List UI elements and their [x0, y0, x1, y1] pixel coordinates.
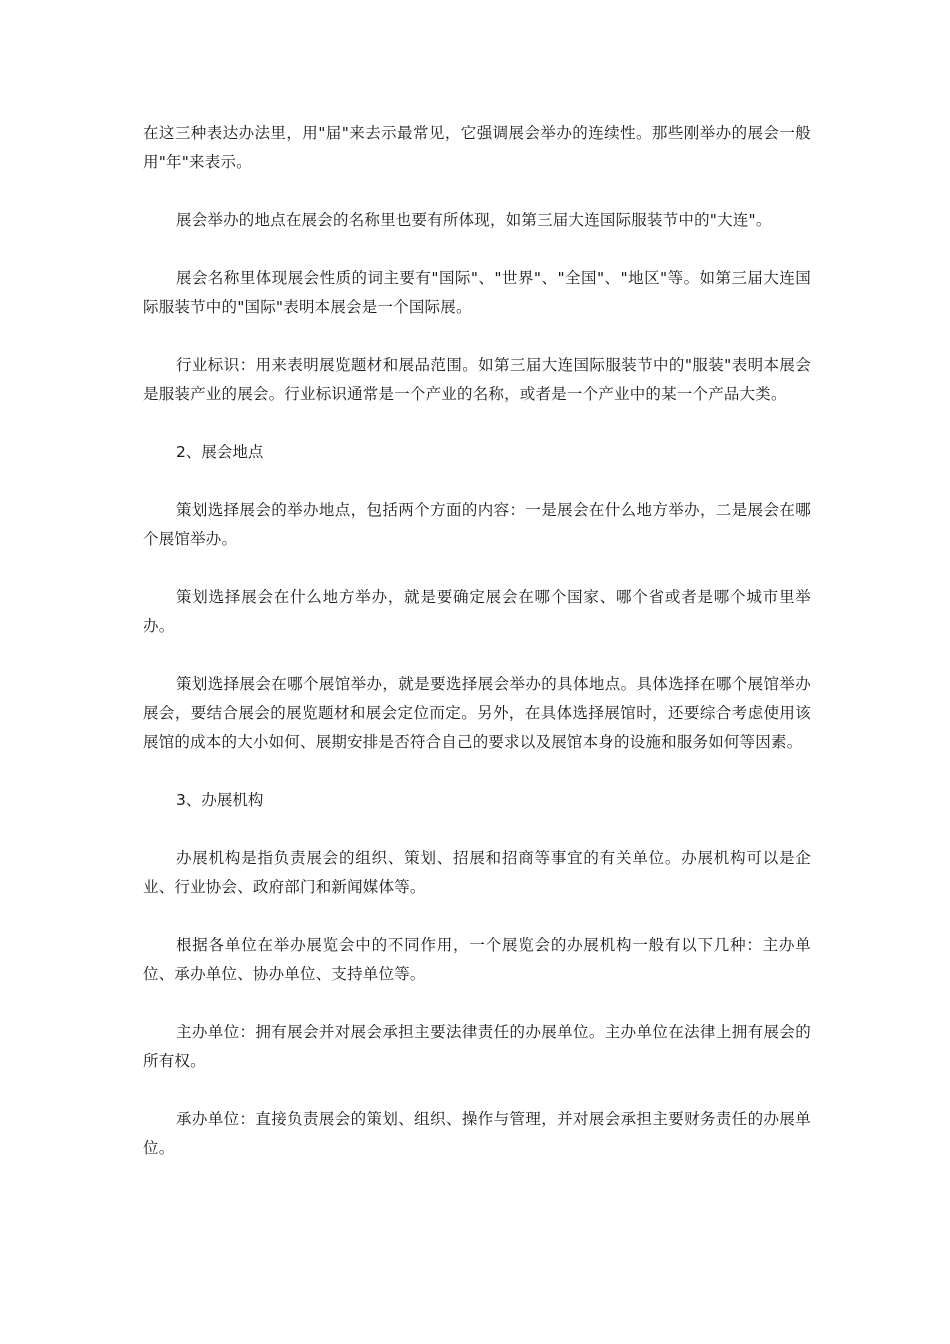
paragraph: 策划选择展会的举办地点，包括两个方面的内容：一是展会在什么地方举办，二是展会在哪个展馆举办。 [143, 501, 811, 548]
paragraph: 行业标识：用来表明展览题材和展品范围。如第三届大连国际服装节中的"服装"表明本展会是服装产业的展会。行业标识通常是一个产业的名称，或者是一个产业中的某一个产品大类。 [143, 356, 811, 403]
paragraph: 在这三种表达办法里，用"届"来去示最常见，它强调展会举办的连续性。那些刚举办的展会一般用"年"来表示。 [143, 124, 811, 171]
paragraph: 展会举办的地点在展会的名称里也要有所体现，如第三届大连国际服装节中的"大连"。 [176, 211, 772, 229]
paragraph: 主办单位：拥有展会并对展会承担主要法律责任的办展单位。主办单位在法律上拥有展会的所有权。 [143, 1023, 811, 1070]
document-body [143, 119, 811, 1192]
paragraph: 展会名称里体现展会性质的词主要有"国际"、"世界"、"全国"、"地区"等。如第三届大连国际服装节中的"国际"表明本展会是一个国际展。 [143, 269, 811, 316]
paragraph: 办展机构是指负责展会的组织、策划、招展和招商等事宜的有关单位。办展机构可以是企业、行业协会、政府部门和新闻媒体等。 [143, 849, 811, 896]
paragraph: 承办单位：直接负责展会的策划、组织、操作与管理，并对展会承担主要财务责任的办展单位。 [143, 1110, 811, 1157]
paragraph: 策划选择展会在哪个展馆举办，就是要选择展会举办的具体地点。具体选择在哪个展馆举办展会，要结合展会的展览题材和展会定位而定。另外，在具体选择展馆时，还要综合考虑使用该展馆的成本的大小如何、展期安排是否符合自己的要求以及展馆本身的设施和服务如何等因素。 [143, 675, 811, 751]
section-heading: 2、展会地点 [176, 443, 264, 461]
paragraph: 根据各单位在举办展览会中的不同作用，一个展览会的办展机构一般有以下几种：主办单位、承办单位、协办单位、支持单位等。 [143, 936, 811, 983]
paragraph: 策划选择展会在什么地方举办，就是要确定展会在哪个国家、哪个省或者是哪个城市里举办。 [143, 588, 811, 635]
section-heading: 3、办展机构 [176, 791, 264, 809]
